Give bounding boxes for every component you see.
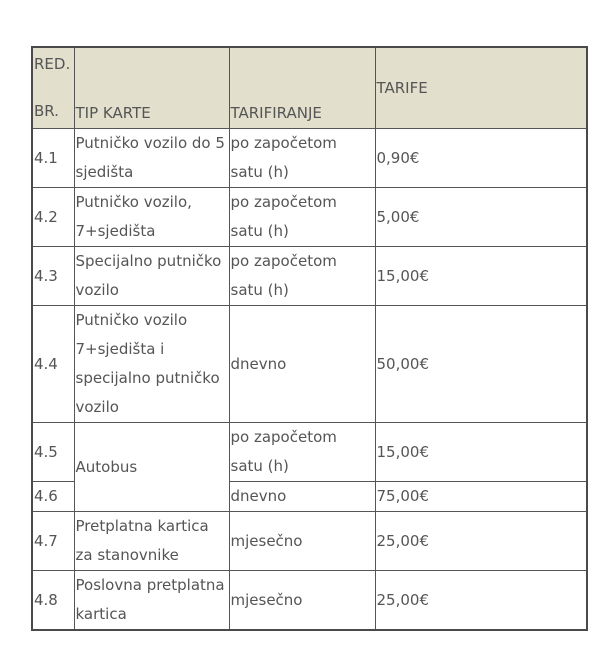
table-row bbox=[32, 512, 587, 571]
tariff-price: 15,00€ bbox=[375, 423, 587, 482]
tariff-price: 75,00€ bbox=[375, 482, 587, 512]
billing-unit: mjesečno bbox=[229, 571, 375, 631]
ticket-type: Putničko vozilo 7+sjedišta i specijalno putničko vozilo bbox=[74, 306, 229, 423]
tariff-table bbox=[31, 46, 588, 631]
billing-unit: po započetom satu (h) bbox=[229, 188, 375, 247]
header-row bbox=[32, 47, 587, 129]
row-number: 4.6 bbox=[32, 482, 74, 512]
ticket-type: Putničko vozilo, 7+sjedišta bbox=[74, 188, 229, 247]
ticket-type: Putničko vozilo do 5 sjedišta bbox=[74, 129, 229, 188]
billing-unit: dnevno bbox=[229, 306, 375, 423]
billing-unit: dnevno bbox=[229, 482, 375, 512]
tariff-price: 25,00€ bbox=[375, 512, 587, 571]
tariff-price: 5,00€ bbox=[375, 188, 587, 247]
ticket-type: Autobus bbox=[74, 423, 229, 512]
table-row bbox=[32, 247, 587, 306]
tariff-price: 15,00€ bbox=[375, 247, 587, 306]
billing-unit: mjesečno bbox=[229, 512, 375, 571]
table-row bbox=[32, 423, 587, 482]
table-row bbox=[32, 306, 587, 423]
row-number: 4.4 bbox=[32, 306, 74, 423]
tariff-price: 25,00€ bbox=[375, 571, 587, 631]
header-tip-karte: TIP KARTE bbox=[74, 47, 229, 129]
row-number: 4.7 bbox=[32, 512, 74, 571]
ticket-type: Pretplatna kartica za stanovnike bbox=[74, 512, 229, 571]
header-red-br bbox=[32, 47, 74, 129]
table-row bbox=[32, 188, 587, 247]
ticket-type: Specijalno putničko vozilo bbox=[74, 247, 229, 306]
table-row bbox=[32, 129, 587, 188]
billing-unit: po započetom satu (h) bbox=[229, 129, 375, 188]
ticket-type: Poslovna pretplatna kartica bbox=[74, 571, 229, 631]
billing-unit: po započetom satu (h) bbox=[229, 423, 375, 482]
header-tarifiranje: TARIFIRANJE bbox=[229, 47, 375, 129]
table-row bbox=[32, 571, 587, 631]
row-number: 4.1 bbox=[32, 129, 74, 188]
row-number: 4.8 bbox=[32, 571, 74, 631]
tariff-price: 0,90€ bbox=[375, 129, 587, 188]
tariff-price: 50,00€ bbox=[375, 306, 587, 423]
header-tarife: TARIFE bbox=[375, 47, 587, 129]
row-number: 4.3 bbox=[32, 247, 74, 306]
header-br-label: BR. bbox=[34, 102, 59, 120]
billing-unit: po započetom satu (h) bbox=[229, 247, 375, 306]
row-number: 4.2 bbox=[32, 188, 74, 247]
header-red-label: RED. bbox=[34, 55, 71, 73]
row-number: 4.5 bbox=[32, 423, 74, 482]
